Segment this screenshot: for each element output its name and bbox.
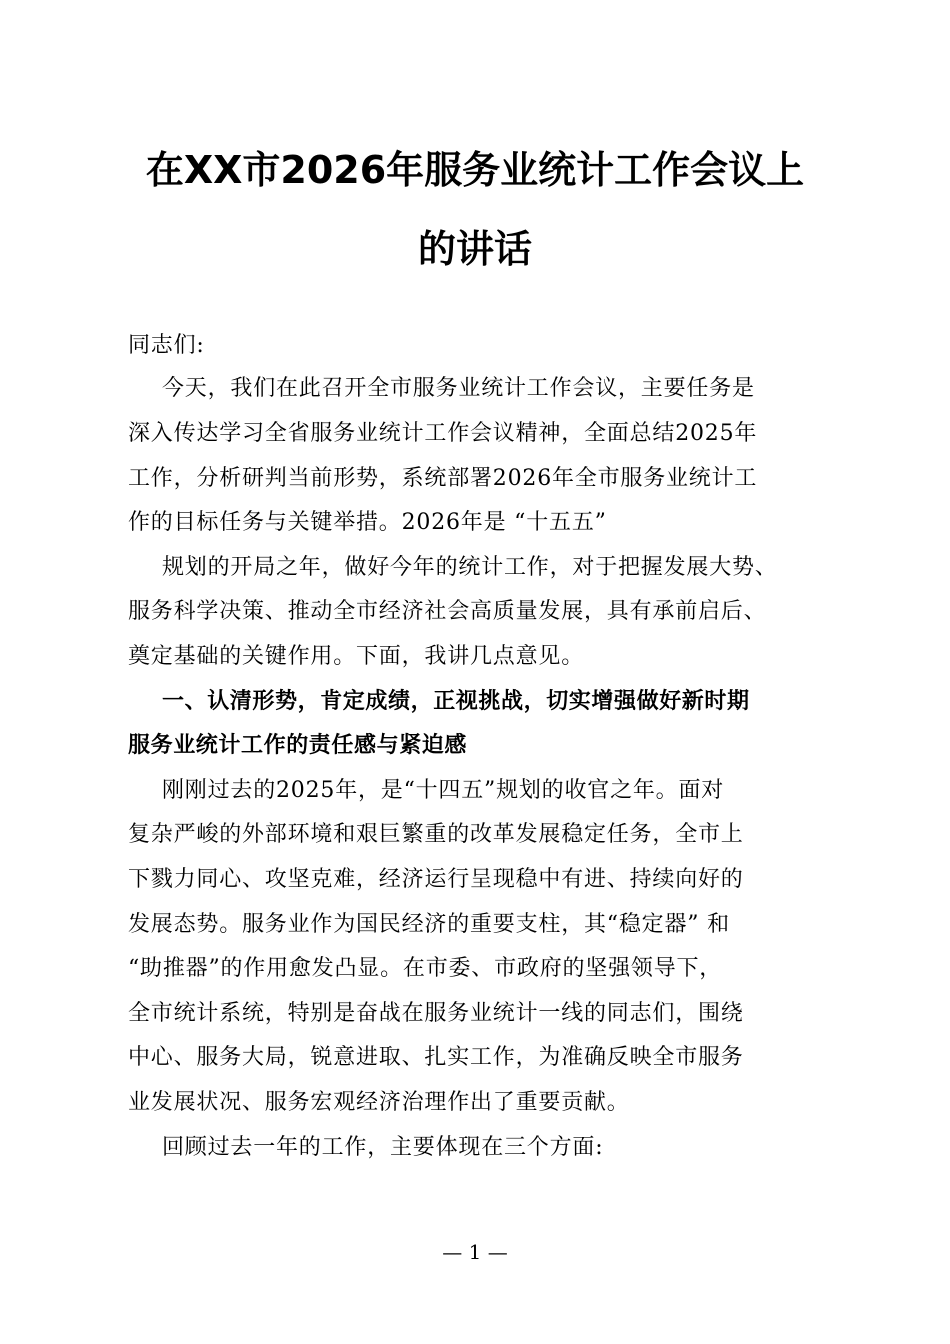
paragraph-line: 中心、服务大局，锐意进取、扎实工作，为准确反映全市服务 (128, 1045, 744, 1070)
paragraph-line: 工作，分析研判当前形势，系统部署2026年全市服务业统计工 (128, 466, 758, 491)
paragraph-line: 今天，我们在此召开全市服务业统计工作会议，主要任务是 (162, 376, 755, 401)
page-number: — 1 — (442, 1240, 508, 1264)
section-heading: 一、认清形势，肯定成绩，正视挑战，切实增强做好新时期 (162, 689, 750, 714)
paragraph-line: “助推器”的作用愈发凸显。在市委、市政府的坚强领导下， (128, 956, 723, 981)
salutation: 同志们: (128, 333, 205, 358)
paragraph-line: 深入传达学习全省服务业统计工作会议精神，全面总结2025年 (128, 421, 758, 446)
document-title-line-2: 的讲话 (417, 227, 532, 271)
paragraph-line: 作的目标任务与关键举措。2026年是 “十五五” (128, 510, 607, 535)
paragraph-line: 刚刚过去的2025年，是“十四五”规划的收官之年。面对 (162, 778, 725, 803)
paragraph-line: 全市统计系统，特别是奋战在服务业统计一线的同志们，围绕 (128, 1001, 744, 1026)
paragraph-line: 服务科学决策、推动全市经济社会高质量发展，具有承前启后、 (128, 599, 767, 624)
document-title-line-1: 在XX市2026年服务业统计工作会议上 (145, 148, 805, 192)
paragraph-line: 复杂严峻的外部环境和艰巨繁重的改革发展稳定任务，全市上 (128, 822, 744, 847)
paragraph-line: 奠定基础的关键作用。下面，我讲几点意见。 (128, 644, 585, 669)
section-heading: 服务业统计工作的责任感与紧迫感 (128, 733, 468, 758)
paragraph-line: 回顾过去一年的工作，主要体现在三个方面: (162, 1135, 604, 1160)
paragraph-line: 下戮力同心、攻坚克难，经济运行呈现稳中有进、持续向好的 (128, 867, 744, 892)
paragraph-line: 业发展状况、服务宏观经济治理作出了重要贡献。 (128, 1090, 630, 1115)
paragraph-line: 发展态势。服务业作为国民经济的重要支柱，其“稳定器” 和 (128, 912, 730, 937)
paragraph-line: 规划的开局之年，做好今年的统计工作，对于把握发展大势、 (162, 555, 778, 580)
